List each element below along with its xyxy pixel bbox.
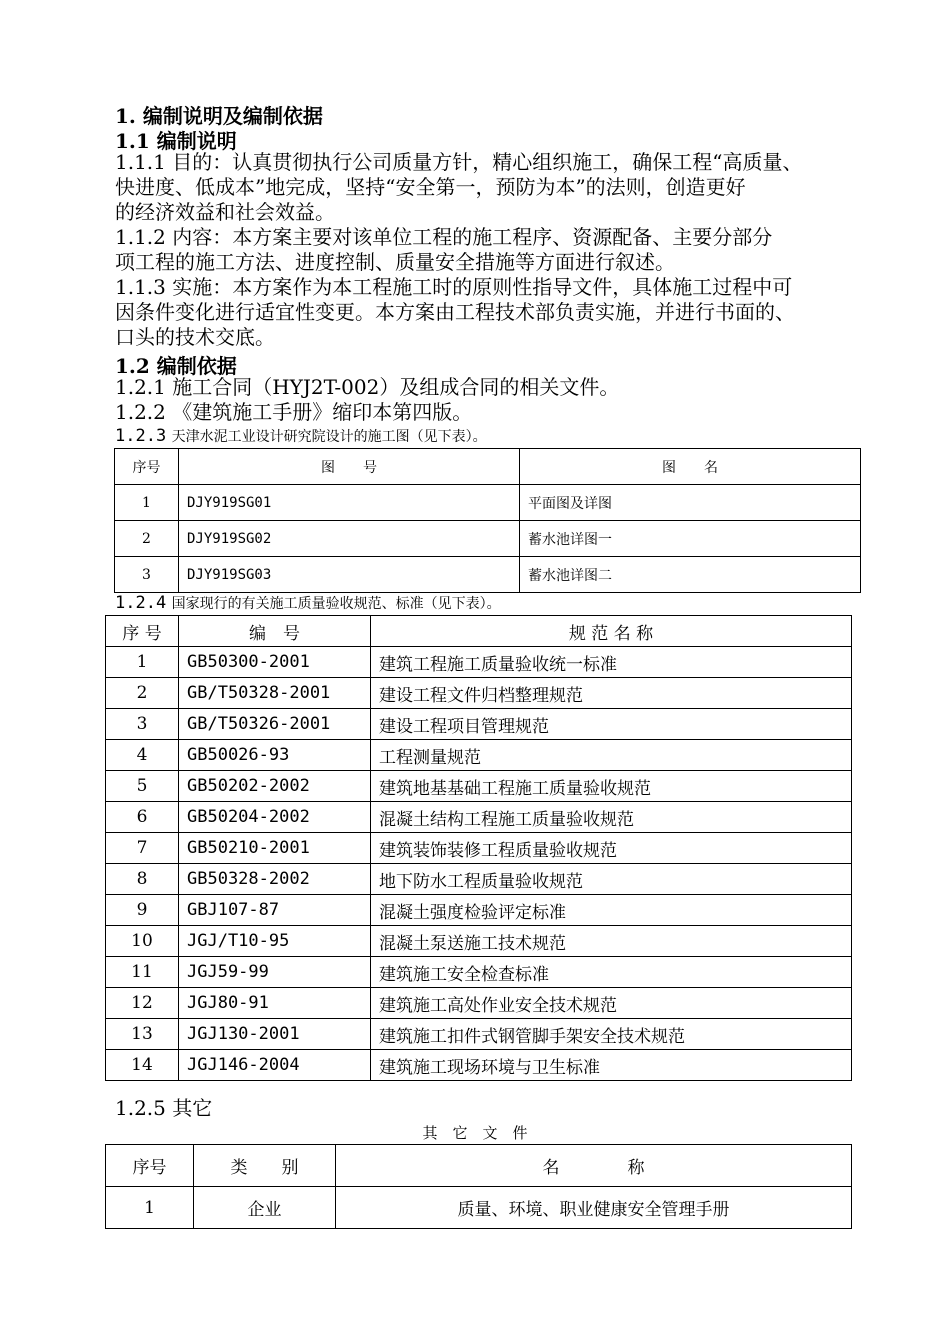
table-cell: 混凝土泵送施工技术规范	[371, 926, 852, 957]
table-cell: DJY919SG02	[179, 521, 520, 557]
table-cell: JGJ80-91	[179, 988, 371, 1019]
drawings-table	[114, 448, 861, 593]
header-cell: 规 范 名 称	[371, 616, 852, 647]
table-cell: 建筑施工高处作业安全技术规范	[371, 988, 852, 1019]
table-cell: 8	[106, 864, 179, 895]
table-cell: GBJ107-87	[179, 895, 371, 926]
table-cell: 蓄水池详图二	[520, 557, 861, 593]
table-row	[115, 521, 861, 557]
paragraph-1-1-3-line2: 因条件变化进行适宜性变更。本方案由工程技术部负责实施，并进行书面的、	[115, 300, 795, 324]
paragraph-1-2-4-number: 1.2.4	[115, 593, 167, 613]
table-cell: 混凝土结构工程施工质量验收规范	[371, 802, 852, 833]
paragraph-1-1-2-line2: 项工程的施工方法、进度控制、质量安全措施等方面进行叙述。	[115, 250, 675, 274]
table-row	[115, 557, 861, 593]
table-cell: 9	[106, 895, 179, 926]
table-cell: 建筑工程施工质量验收统一标准	[371, 647, 852, 678]
paragraph-1-2-4	[115, 593, 501, 613]
table-cell: JGJ/T10-95	[179, 926, 371, 957]
table-row	[106, 833, 852, 864]
table-row	[106, 802, 852, 833]
table-cell: 4	[106, 740, 179, 771]
table-row	[106, 895, 852, 926]
table-cell: DJY919SG03	[179, 557, 520, 593]
paragraph-1-2-3-number: 1.2.3	[115, 426, 167, 446]
table-cell: GB/T50328-2001	[179, 678, 371, 709]
paragraph-1-2-3-text: 天津水泥工业设计研究院设计的施工图（见下表）。	[171, 429, 487, 445]
table-row	[106, 926, 852, 957]
table-row	[106, 771, 852, 802]
table-cell: JGJ59-99	[179, 957, 371, 988]
table-cell: 13	[106, 1019, 179, 1050]
subsection-heading-1-2: 1.2 编制依据	[115, 354, 237, 378]
subsection-heading-1-1: 1.1 编制说明	[115, 129, 237, 153]
table-cell: 12	[106, 988, 179, 1019]
paragraph-1-2-1: 1.2.1 施工合同（HYJ2T-002）及组成合同的相关文件。	[115, 375, 620, 399]
table-row	[106, 1187, 852, 1229]
table-cell: JGJ146-2004	[179, 1050, 371, 1081]
table-cell: 11	[106, 957, 179, 988]
table-cell: 建设工程文件归档整理规范	[371, 678, 852, 709]
table-cell: GB50202-2002	[179, 771, 371, 802]
table-cell: 7	[106, 833, 179, 864]
table-cell: 3	[106, 709, 179, 740]
table-header-row	[106, 1145, 852, 1187]
table-header-row	[106, 616, 852, 647]
standards-table	[105, 615, 852, 1081]
table-row	[115, 485, 861, 521]
table-cell: 建筑地基基础工程施工质量验收规范	[371, 771, 852, 802]
table-cell: 10	[106, 926, 179, 957]
table-cell: 1	[115, 485, 179, 521]
table-row	[106, 678, 852, 709]
table-cell: GB50026-93	[179, 740, 371, 771]
section-heading: 1. 编制说明及编制依据	[115, 104, 323, 128]
header-cell: 序 号	[106, 616, 179, 647]
paragraph-1-2-3	[115, 426, 487, 446]
table-cell: 建筑施工扣件式钢管脚手架安全技术规范	[371, 1019, 852, 1050]
table-row	[106, 709, 852, 740]
table-cell: 3	[115, 557, 179, 593]
header-cell: 图 号	[179, 449, 520, 485]
table-cell: GB50300-2001	[179, 647, 371, 678]
table-cell: 蓄水池详图一	[520, 521, 861, 557]
table-row	[106, 740, 852, 771]
table-row	[106, 647, 852, 678]
other-files-caption: 其 它 文 件	[422, 1124, 528, 1142]
table-row	[106, 1050, 852, 1081]
paragraph-1-1-3-line3: 口头的技术交底。	[115, 325, 275, 349]
table-cell: GB50210-2001	[179, 833, 371, 864]
table-cell: 14	[106, 1050, 179, 1081]
paragraph-1-1-1-line1: 1.1.1 目的：认真贯彻执行公司质量方针，精心组织施工，确保工程“高质量、	[115, 150, 803, 174]
table-cell: 1	[106, 647, 179, 678]
header-cell: 编 号	[179, 616, 371, 647]
paragraph-1-1-3-line1: 1.1.3 实施：本方案作为本工程施工时的原则性指导文件，具体施工过程中可	[115, 275, 793, 299]
table-cell: 平面图及详图	[520, 485, 861, 521]
table-cell: 建筑施工安全检查标准	[371, 957, 852, 988]
table-cell: JGJ130-2001	[179, 1019, 371, 1050]
other-files-table	[105, 1144, 852, 1229]
paragraph-1-2-2: 1.2.2 《建筑施工手册》缩印本第四版。	[115, 400, 473, 424]
table-cell: 质量、环境、职业健康安全管理手册	[336, 1187, 852, 1229]
table-cell: 地下防水工程质量验收规范	[371, 864, 852, 895]
paragraph-1-2-4-text: 国家现行的有关施工质量验收规范、标准（见下表）。	[171, 596, 501, 612]
table-cell: 工程测量规范	[371, 740, 852, 771]
table-row	[106, 864, 852, 895]
table-cell: 6	[106, 802, 179, 833]
table-cell: 2	[115, 521, 179, 557]
table-cell: 企业	[194, 1187, 336, 1229]
table-header-row	[115, 449, 861, 485]
paragraph-1-1-1-line2: 快进度、低成本”地完成，坚持“安全第一，预防为本”的法则，创造更好	[115, 175, 746, 199]
table-cell: GB50328-2002	[179, 864, 371, 895]
table-row	[106, 1019, 852, 1050]
table-cell: 5	[106, 771, 179, 802]
header-cell: 名 称	[336, 1145, 852, 1187]
paragraph-1-1-1-line3: 的经济效益和社会效益。	[115, 200, 335, 224]
table-row	[106, 957, 852, 988]
table-cell: DJY919SG01	[179, 485, 520, 521]
header-cell: 类 别	[194, 1145, 336, 1187]
header-cell: 序号	[115, 449, 179, 485]
table-cell: 建筑施工现场环境与卫生标准	[371, 1050, 852, 1081]
table-cell: 混凝土强度检验评定标准	[371, 895, 852, 926]
paragraph-1-2-5: 1.2.5 其它	[115, 1096, 213, 1120]
table-cell: 建筑装饰装修工程质量验收规范	[371, 833, 852, 864]
paragraph-1-1-2-line1: 1.1.2 内容：本方案主要对该单位工程的施工程序、资源配备、主要分部分	[115, 225, 773, 249]
table-cell: GB50204-2002	[179, 802, 371, 833]
table-cell: 1	[106, 1187, 194, 1229]
table-cell: 2	[106, 678, 179, 709]
header-cell: 图 名	[520, 449, 861, 485]
header-cell: 序号	[106, 1145, 194, 1187]
table-row	[106, 988, 852, 1019]
table-cell: 建设工程项目管理规范	[371, 709, 852, 740]
table-cell: GB/T50326-2001	[179, 709, 371, 740]
